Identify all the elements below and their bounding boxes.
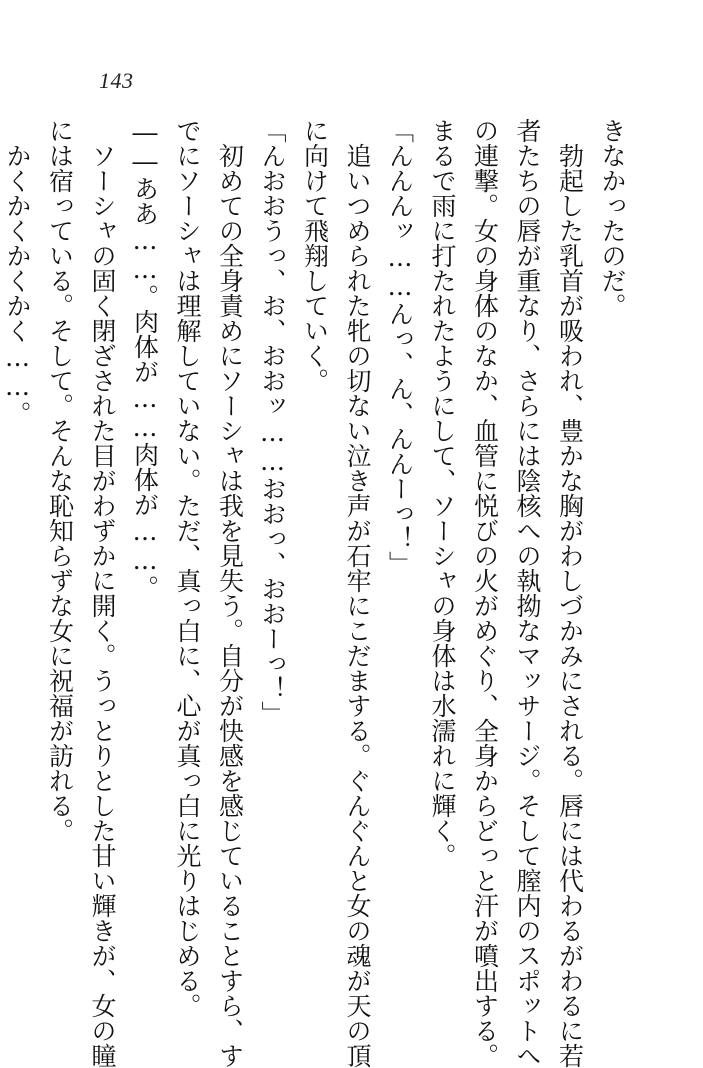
text-line: まるで雨に打たれたようにして、ソーシャの身体は水濡れに輝く。	[428, 118, 457, 868]
text-line: 追いつめられた牝の切ない泣き声が石牢にこだまする。ぐんぐんと女の魂が天の頂	[343, 143, 372, 1068]
text-line: でにソーシャは理解していない。ただ、真っ白に、心が真っ白に光りはじめる。	[173, 118, 202, 1018]
vertical-text-body	[3, 118, 633, 1068]
text-line: には宿っている。そして。そんな恥知らずな女に祝福が訪れる。	[45, 118, 75, 843]
text-line: に向けて飛翔していく。	[300, 118, 330, 393]
text-line: 勃起した乳首が吸われ、豊かな胸がわしづかみにされる。唇には代わるがわるに若	[555, 143, 585, 1068]
text-line: ソーシャの固く閉ざされた目がわずかに開く。うっとりとした甘い輝きが、女の瞳	[88, 143, 117, 1068]
dialogue-line: 「んおおうっ、お、おおッ……おおっ、おおーっ！」	[258, 118, 287, 726]
text-line: の連撃。女の身体のなか、血管に悦びの火がめぐり、全身からどっと汗が噴出する。	[470, 118, 500, 1068]
text-line: きなかったのだ。	[598, 118, 627, 318]
text-line: 者たちの唇が重なり、さらには陰核への執拗なマッサージ。そして膣内のスポットへ	[513, 118, 542, 1068]
page-number: 143	[99, 68, 134, 93]
dialogue-line: 「んんんッ……んっ、ん、んんーっ！」	[385, 118, 415, 576]
text-line: 初めての全身責めにソーシャは我を見失う。自分が快感を感じていることすら、す	[215, 143, 245, 1068]
text-line: かくかくかくかく……。	[3, 143, 32, 426]
text-line: ――ああ……。肉体が……肉体が……。	[130, 118, 160, 600]
